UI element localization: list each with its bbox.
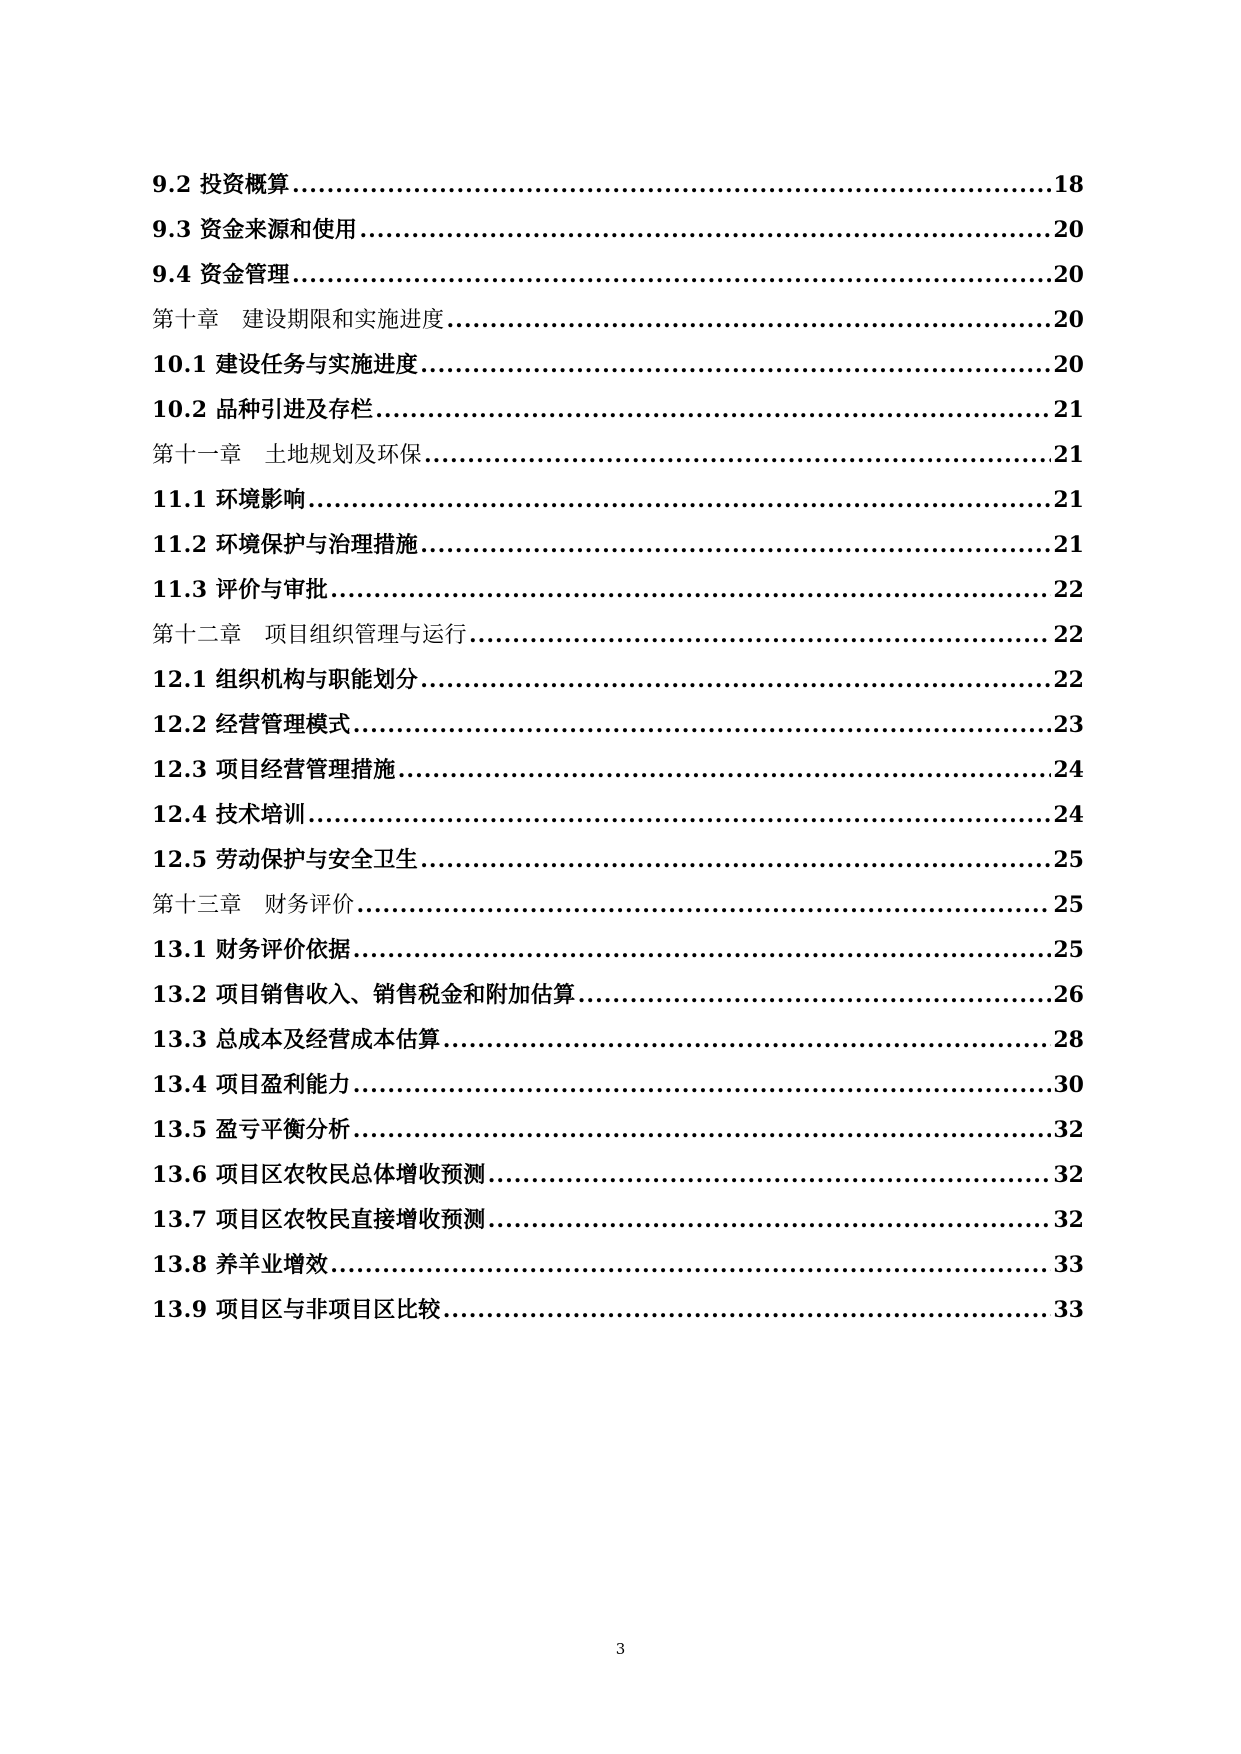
dot-leader	[488, 1153, 1052, 1198]
toc-entry-title: 13.5 盈亏平衡分析	[152, 1117, 351, 1143]
toc-entry-title: 13.7 项目区农牧民直接增收预测	[152, 1207, 486, 1233]
toc-entry-page: 23	[1053, 712, 1084, 738]
toc-entry-page: 33	[1053, 1252, 1084, 1278]
dot-leader	[578, 973, 1052, 1018]
toc-entry[interactable]	[152, 388, 1084, 433]
toc-entry[interactable]	[152, 1108, 1084, 1153]
toc-entry-page: 20	[1053, 262, 1084, 288]
toc-chapter-title: 第十三章 财务评价	[152, 893, 355, 918]
toc-entry[interactable]	[152, 838, 1084, 883]
toc-entry[interactable]	[152, 748, 1084, 793]
toc-entry-title: 12.3 项目经营管理措施	[152, 757, 396, 783]
toc-entry-page: 25	[1053, 847, 1084, 873]
dot-leader	[353, 1108, 1052, 1153]
dot-leader	[398, 748, 1052, 793]
toc-chapter-title: 第十二章 项目组织管理与运行	[152, 623, 468, 648]
toc-entry[interactable]	[152, 793, 1084, 838]
toc-entry-page: 33	[1053, 1297, 1084, 1323]
toc-entry-page: 30	[1053, 1072, 1084, 1098]
dot-leader	[375, 388, 1051, 433]
toc-entry-title: 12.1 组织机构与职能划分	[152, 667, 419, 693]
toc-entry[interactable]	[152, 568, 1084, 613]
dot-leader	[292, 163, 1051, 208]
toc-entry[interactable]	[152, 343, 1084, 388]
dot-leader	[359, 208, 1051, 253]
toc-entry[interactable]	[152, 1198, 1084, 1243]
toc-chapter-entry[interactable]	[152, 298, 1084, 343]
dot-leader	[424, 433, 1051, 478]
toc-entry-page: 24	[1053, 802, 1084, 828]
toc-entry-title: 12.4 技术培训	[152, 802, 306, 828]
toc-entry-page: 25	[1053, 937, 1084, 963]
toc-entry-page: 26	[1053, 982, 1084, 1008]
toc-entry[interactable]	[152, 163, 1084, 208]
toc-entry-title: 13.1 财务评价依据	[152, 937, 351, 963]
dot-leader	[353, 703, 1052, 748]
dot-leader	[443, 1288, 1052, 1333]
dot-leader	[353, 1063, 1052, 1108]
dot-leader	[308, 478, 1052, 523]
toc-entry-page: 32	[1053, 1117, 1084, 1143]
toc-chapter-title: 第十一章 土地规划及环保	[152, 443, 423, 468]
toc-entry-title: 13.3 总成本及经营成本估算	[152, 1027, 441, 1053]
toc-entry[interactable]	[152, 208, 1084, 253]
toc-entry[interactable]	[152, 658, 1084, 703]
toc-entry-page: 21	[1053, 442, 1084, 468]
dot-leader	[420, 658, 1051, 703]
toc-entry[interactable]	[152, 523, 1084, 568]
toc-entry-title: 13.4 项目盈利能力	[152, 1072, 351, 1098]
toc-entry-page: 22	[1053, 622, 1084, 648]
toc-entry-page: 21	[1053, 532, 1084, 558]
dot-leader	[353, 928, 1052, 973]
dot-leader	[443, 1018, 1052, 1063]
dot-leader	[420, 523, 1051, 568]
toc-entry-page: 22	[1053, 577, 1084, 603]
toc-entry-page: 20	[1053, 307, 1084, 333]
dot-leader	[420, 343, 1051, 388]
toc-entry-page: 20	[1053, 217, 1084, 243]
toc-entry[interactable]	[152, 1063, 1084, 1108]
toc-entry[interactable]	[152, 928, 1084, 973]
toc-entry-page: 18	[1053, 172, 1084, 198]
toc-entry[interactable]	[152, 1288, 1084, 1333]
toc-entry[interactable]	[152, 703, 1084, 748]
dot-leader	[330, 1243, 1051, 1288]
toc-entry-title: 11.1 环境影响	[152, 487, 306, 513]
toc-entry-page: 22	[1053, 667, 1084, 693]
toc-entry-title: 10.1 建设任务与实施进度	[152, 352, 419, 378]
toc-chapter-title: 第十章 建设期限和实施进度	[152, 308, 445, 333]
toc-entry-page: 28	[1053, 1027, 1084, 1053]
dot-leader	[308, 793, 1052, 838]
toc-entry-title: 11.2 环境保护与治理措施	[152, 532, 419, 558]
toc-entry-title: 9.2 投资概算	[152, 172, 290, 198]
toc-entry-title: 9.3 资金来源和使用	[152, 217, 358, 243]
toc-entry-page: 32	[1053, 1162, 1084, 1188]
toc-chapter-entry[interactable]	[152, 433, 1084, 478]
toc-entry-page: 24	[1053, 757, 1084, 783]
toc-entry[interactable]	[152, 253, 1084, 298]
toc-entry-title: 13.2 项目销售收入、销售税金和附加估算	[152, 982, 576, 1008]
table-of-contents	[152, 163, 1084, 1333]
toc-entry-title: 13.6 项目区农牧民总体增收预测	[152, 1162, 486, 1188]
page-number: 3	[615, 1640, 626, 1658]
toc-entry[interactable]	[152, 478, 1084, 523]
dot-leader	[330, 568, 1051, 613]
dot-leader	[357, 883, 1052, 928]
toc-entry-title: 11.3 评价与审批	[152, 577, 329, 603]
toc-chapter-entry[interactable]	[152, 613, 1084, 658]
toc-entry-page: 25	[1053, 892, 1084, 918]
toc-entry[interactable]	[152, 973, 1084, 1018]
toc-entry-page: 20	[1053, 352, 1084, 378]
toc-entry-page: 32	[1053, 1207, 1084, 1233]
toc-entry[interactable]	[152, 1153, 1084, 1198]
toc-entry-title: 12.5 劳动保护与安全卫生	[152, 847, 419, 873]
toc-entry-title: 13.8 养羊业增效	[152, 1252, 329, 1278]
dot-leader	[292, 253, 1051, 298]
dot-leader	[420, 838, 1051, 883]
toc-entry-title: 12.2 经营管理模式	[152, 712, 351, 738]
toc-chapter-entry[interactable]	[152, 883, 1084, 928]
toc-entry-title: 13.9 项目区与非项目区比较	[152, 1297, 441, 1323]
toc-entry[interactable]	[152, 1018, 1084, 1063]
toc-entry-title: 10.2 品种引进及存栏	[152, 397, 374, 423]
toc-entry-page: 21	[1053, 397, 1084, 423]
toc-entry[interactable]	[152, 1243, 1084, 1288]
dot-leader	[469, 613, 1051, 658]
toc-entry-page: 21	[1053, 487, 1084, 513]
toc-entry-title: 9.4 资金管理	[152, 262, 290, 288]
dot-leader	[447, 298, 1052, 343]
dot-leader	[488, 1198, 1052, 1243]
